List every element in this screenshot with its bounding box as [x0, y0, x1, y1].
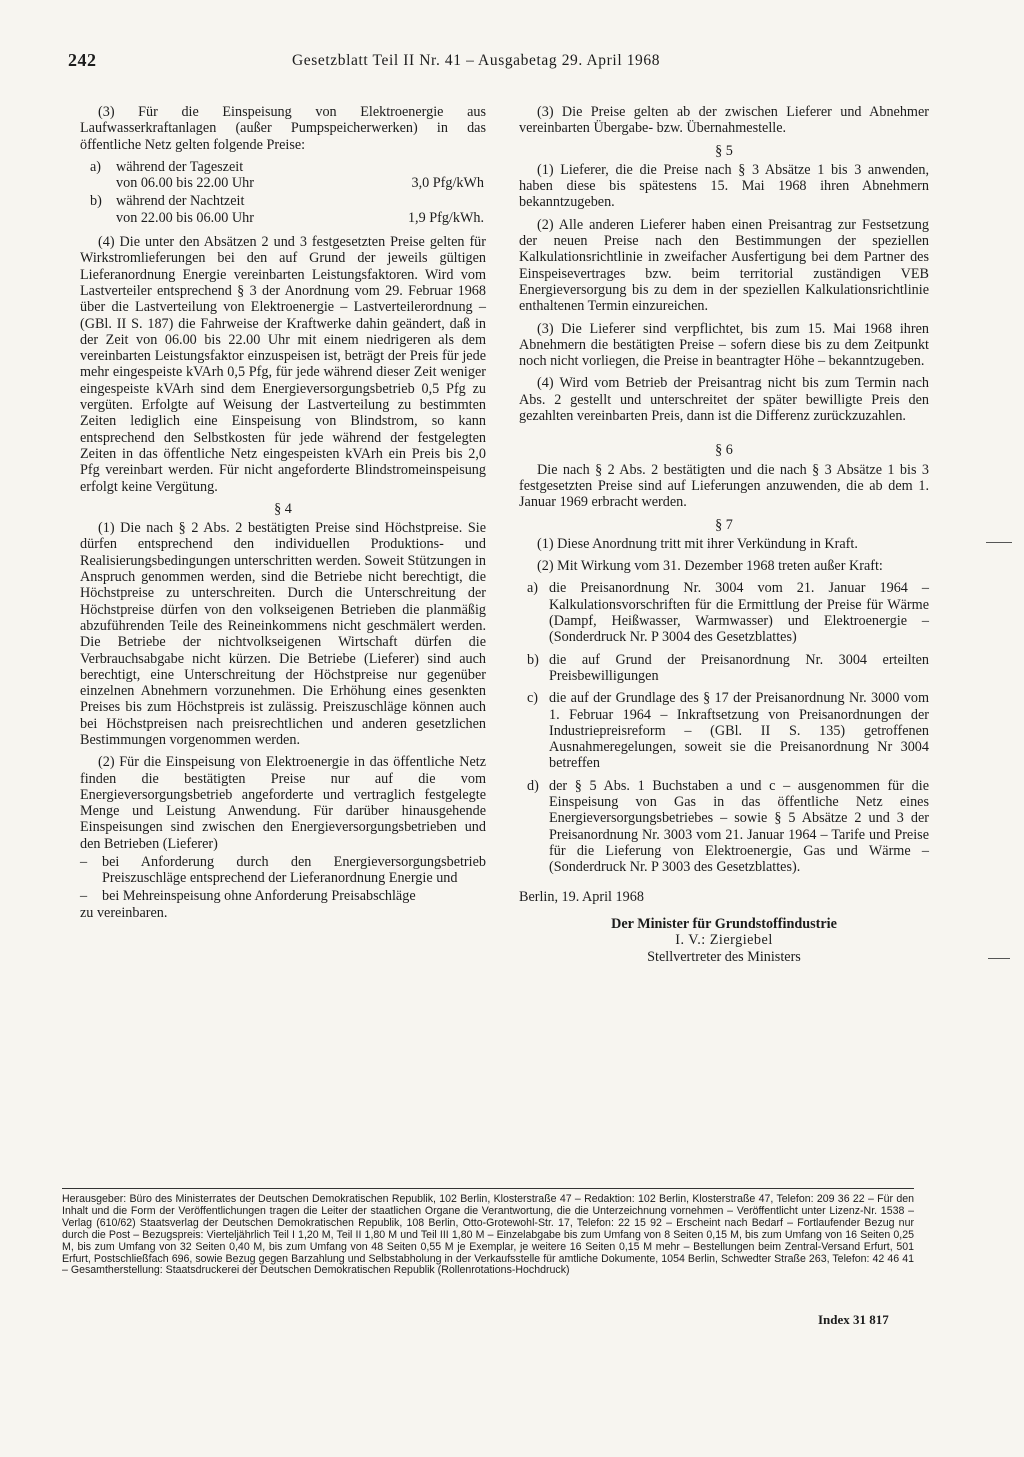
- paragraph-4: (4) Die unter den Absätzen 2 und 3 festgesetzten Preise gelten für Wirkstromlieferungen bei den auf Grund der jeweils gültigen Lieferanordnung Energie vereinbarten Leistungsfaktoren. Wird vom Lastverteiler entsprechend § 3 der Anordnung vom 29. Februar 1968 über die Lastverteilung von Elektroenergie – Lastverteilerordnung – (GBl. II S. 187) die Fahrweise der Kraftwerke dahin geändert, daß in der Zeit von 06.00 bis 22.00 Uhr mit einem niedrigeren als dem vereinbarten Leistungsfaktor einzuspeisen ist, beträgt der Preis für jede mehr eingespeiste kVArh 0,5 Pfg, für jede während dieser Zeit weniger eingespeiste kVArh sind dem Energieversorgungsbetrieb 0,5 Pfg zu vergüten. Erfolgte auf Weisung der Lastverteilung zu bestimmten Zeiten lediglich eine Einspeisung von Blindstrom, so kann entsprechend den Selbstkosten für jede während der festgelegten Zeiten in das öffentliche Netz eingespeisten kVArh ein Preis bis 2,0 Pfg vereinbart werden. Für nicht angeforderte Blindstromeinspeisung erfolgt keine Vergütung.: [80, 234, 486, 495]
- section-7-paragraph-2: (2) Mit Wirkung vom 31. Dezember 1968 treten außer Kraft:: [537, 558, 883, 575]
- repeal-text: die Preisanordnung Nr. 3004 vom 21. Januar 1964 – Kalkulationsvorschriften für die Ermittlung der Preise für Wärme (Dampf, Heißwasser, Warmwasser) und Elektroenergie – (Sonderdruck Nr. P 3004 des Gesetzblattes): [549, 580, 929, 646]
- repeal-label: a): [527, 580, 539, 597]
- repeal-list-item: [527, 690, 929, 771]
- signatory: I. V.: Ziergiebel: [675, 932, 773, 949]
- header-title: Gesetzblatt Teil II Nr. 41 – Ausgabetag 29. April 1968: [292, 52, 661, 69]
- repeal-list-item: [527, 652, 929, 685]
- rates-list: [90, 159, 486, 226]
- repeal-label: d): [527, 777, 539, 794]
- page-number: 242: [68, 50, 97, 70]
- rate-hours: von 06.00 bis 22.00 Uhr: [116, 175, 254, 192]
- section-7-heading: § 7: [715, 516, 733, 533]
- repeal-label: b): [527, 651, 539, 668]
- rate-hours: von 22.00 bis 06.00 Uhr: [116, 209, 254, 226]
- rate-item: [90, 159, 486, 192]
- rate-period: während der Nachtzeit: [116, 193, 245, 210]
- closing-text: zu vereinbaren.: [80, 904, 168, 921]
- section-7-paragraph-1: (1) Diese Anordnung tritt mit ihrer Verkündung in Kraft.: [537, 535, 858, 552]
- minister-title: Der Minister für Grundstoffindustrie: [611, 915, 837, 932]
- section-5-paragraph-3: (3) Die Lieferer sind verpflichtet, bis zum 15. Mai 1968 ihren Abnehmern die bestätigten Preise – sofern diese bis zu dem Zeitpunkt noch nicht vorliegen, die Preise in beantragter Höhe – bekanntzugeben.: [519, 320, 929, 370]
- repeal-label: c): [527, 690, 539, 707]
- paragraph-3-intro: (3) Für die Einspeisung von Elektroenergie aus Laufwasserkraftanlagen (außer Pumpspeicherwerken) in das öffentliche Netz gelten folgende Preise:: [80, 104, 486, 153]
- dash-item-text: bei Mehreinspeisung ohne Anforderung Preisabschläge: [102, 887, 416, 904]
- page-header: [68, 50, 968, 80]
- rate-period: während der Tageszeit: [116, 158, 244, 175]
- section-4-heading: § 4: [274, 500, 292, 517]
- section-6-heading: § 6: [715, 442, 733, 459]
- section-4-paragraph-2: (2) Für die Einspeisung von Elektroenergie in das öffentliche Netz finden die bestätigten Preise nur auf die vom Energieversorgungsbetrieb angeforderte und vertraglich festgelegte Menge und Leistung Anwendung. Für darüber hinausgehende Einspeisungen sind zwischen den Energieversorgungsbetrieben und den Betrieben (Lieferer): [80, 754, 486, 852]
- rate-label: a): [90, 158, 102, 175]
- margin-mark: [988, 958, 1010, 959]
- section-5-paragraph-1: (1) Lieferer, die die Preise nach § 3 Absätze 1 bis 3 anwenden, haben diese bis spätestens 15. Mai 1968 ihren Abnehmern bekanntzugeben.: [519, 161, 929, 211]
- signature-block: [519, 916, 929, 966]
- rate-price: 3,0 Pfg/kWh: [411, 175, 484, 192]
- repeal-list-item: [527, 778, 929, 876]
- rate-item: [90, 193, 486, 226]
- index-number: Index 31 817: [818, 1312, 889, 1327]
- repeal-text: die auf Grund der Preisanordnung Nr. 3004 erteilten Preisbewilligungen: [549, 651, 929, 684]
- dash-marker: –: [80, 887, 88, 904]
- margin-mark: [986, 542, 1012, 543]
- place-date: Berlin, 19. April 1968: [519, 889, 644, 906]
- section-5-heading: § 5: [715, 142, 733, 159]
- section-5-paragraph-2: (2) Alle anderen Lieferer haben einen Preisantrag zur Festsetzung der neuen Preise nach den Bestimmungen der speziellen Kalkulationsrichtlinie in zweifacher Ausfertigung bei dem Partner des Einspeisevertrages bzw. beim territorial zuständigen VEB Energieversorgung bis zu dem in der speziellen Kalkulationsrichtlinie enthaltenen Termin einzureichen.: [519, 216, 929, 315]
- dash-list-item: [80, 888, 486, 904]
- imprint-text: Herausgeber: Büro des Ministerrates der Deutschen Demokratischen Republik, 102 Berlin, Klosterstraße 47 – Redaktion: 102 Berlin, Klosterstraße 47, Telefon: 209 36 22 – Für den Inhalt und die Form der Veröffentlichungen tragen die Leiter der staatlichen Organe die Verantwortung, die die Unterzeichnung vornehmen – Veröffentlicht unter Lizenz-Nr. 1538 – Verlag (610/62) Staatsverlag der Deutschen Demokratischen Republik, 108 Berlin, Otto-Grotewohl-Str. 17, Telefon: 22 15 92 – Erscheint nach Bedarf – Fortlaufender Bezug nur durch die Post – Bezugspreis: Vierteljährlich Teil I 1,20 M, Teil II 1,80 M und Teil III 1,80 M – Einzelabgabe bis zum Umfang von 8 Seiten 0,15 M, bis zum Umfang von 16 Seiten 0,25 M, bis zum Umfang von 32 Seiten 0,40 M, bis zum Umfang von 48 Seiten 0,55 M je Exemplar, je weitere 16 Seiten 0,15 M mehr – Bestellungen beim Zentral-Versand Erfurt, 501 Erfurt, Postschließfach 696, sowie Bezug gegen Barzahlung und Selbstabholung in der Verkaufsstelle für amtliche Dokumente, 1054 Berlin, Schwedter Straße 263, Telefon: 42 46 41 – Gesamtherstellung: Staatsdruckerei der Deutschen Demokratischen Republik (Rollenrotations-Hochdruck): [62, 1193, 914, 1277]
- repeal-text: der § 5 Abs. 1 Buchstaben a und c – ausgenommen für die Einspeisung von Gas in das öffentliche Netz eines Energieversorgungsbetriebes – sowie § 5 Absätze 2 und 3 der Preisanordnung Nr. 3003 vom 21. Januar 1964 – Tarife und Preise für die Lieferung von Elektroenergie, Gas und Wärme – (Sonderdruck Nr. P 3003 des Gesetzblattes).: [549, 777, 929, 876]
- rate-price: 1,9 Pfg/kWh.: [407, 209, 484, 226]
- rate-label: b): [90, 193, 102, 210]
- imprint-footer: [62, 1188, 914, 1277]
- repeal-list-item: [527, 580, 929, 645]
- dash-marker: –: [80, 854, 88, 871]
- dash-list-item: [80, 854, 486, 887]
- left-column: [80, 104, 486, 921]
- section-5-paragraph-4: (4) Wird vom Betrieb der Preisantrag nicht bis zum Termin nach Abs. 2 gestellt und unterschreitet der später bewilligte Preis den gezahlten vereinbarten Preis, dann ist die Differenz zurückzuzahlen.: [519, 375, 929, 425]
- dash-item-text: bei Anforderung durch den Energieversorgungsbetrieb Preiszuschläge entsprechend der Lieferanordnung Energie und: [102, 854, 486, 887]
- section-4-paragraph-1: (1) Die nach § 2 Abs. 2 bestätigten Preise sind Höchstpreise. Sie dürfen entsprechend den individuellen Produktions- und Realisierungsbedingungen unterschritten werden. Soweit Stützungen in Anspruch genommen werden, sind die Betriebe nicht berechtigt, die Höchstpreise zu unterschreiten. Durch die Unterschreitung der Höchstpreise dürfen von den volkseigenen Betrieben die planmäßig abzuführenden Teile des Reineinkommens nicht geschmälert werden. Die Betriebe der nichtvolkseigenen Wirtschaft dürfen die Verbrauchsabgabe nicht kürzen. Die Betriebe (Lieferer) sind auch berechtigt, eine Unterschreitung der Höchstpreise nur gegenüber einzelnen Abnehmern vorzunehmen. Die Erhöhung eines gesenkten Preises bis zum Höchstpreis ist zulässig. Preiszuschläge können auch bei Höchstpreisen nach preisrechtlichen und anderen gesetzlichen Bestimmungen vorgenommen werden.: [80, 520, 486, 748]
- deputy-title: Stellvertreter des Ministers: [647, 948, 801, 965]
- repeal-text: die auf der Grundlage des § 17 der Preisanordnung Nr. 3000 vom 1. Februar 1964 – Inkraftsetzung von Preisanordnungen der Industriepreisreform – (GBl. II S. 135) getroffenen Ausnahmeregelungen, soweit sie die Preisanordnung Nr 3004 betreffen: [549, 690, 929, 772]
- right-column: [519, 104, 929, 965]
- paragraph-3-transfer: (3) Die Preise gelten ab der zwischen Lieferer und Abnehmer vereinbarten Übergabe- bzw. Übernahmestelle.: [519, 104, 929, 137]
- section-6-paragraph: Die nach § 2 Abs. 2 bestätigten und die nach § 3 Absätze 1 bis 3 festgesetzten Preise sind auf Lieferungen anzuwenden, die ab dem 1. Januar 1969 erbracht werden.: [519, 461, 929, 511]
